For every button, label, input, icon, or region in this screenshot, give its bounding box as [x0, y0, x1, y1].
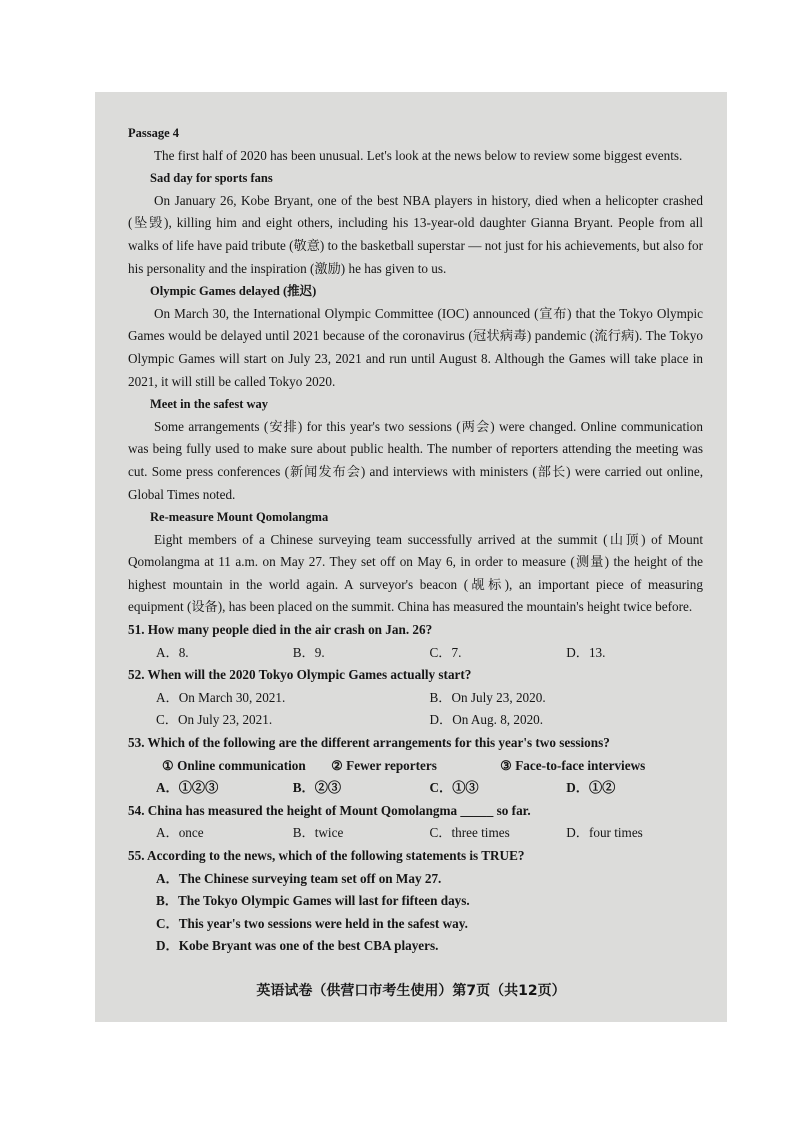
question-53-items	[128, 755, 703, 778]
passage-title: Passage 4	[128, 126, 180, 140]
section-body-qomolangma: Eight members of a Chinese surveying team successfully arrived at the summit (山顶) of Mount Qomolangma at 11 a.m. on May 27. They set off on May 6, in order to measure (测量) the height of the highest mountain in the world again. A surveyor's beacon (觇标), an important piece of measuring equipment (设备), has been placed on the summit. China has measured the mountain's height twice before.	[128, 531, 703, 615]
q51-option-c[interactable]: C．7.	[429, 644, 462, 660]
q51-option-d[interactable]: D．13.	[566, 644, 606, 660]
q53-item-3: ③ Face-to-face interviews	[500, 757, 646, 773]
page-footer: 英语试卷（供营口市考生使用）第7页（共12页）	[256, 983, 566, 999]
question-52-options	[128, 687, 703, 732]
question-55-options	[128, 868, 703, 958]
question-53: 53. Which of the following are the different arrangements for this year's two sessions?	[128, 735, 610, 751]
question-54-options	[128, 822, 703, 845]
section-body-olympics: On March 30, the International Olympic Committee (IOC) announced (宣布) that the Tokyo Olympic Games would be delayed until 2021 because of the coronavirus (冠状病毒) pandemic (流行病). The Tokyo Olympic Games will start on July 23, 2021 and run until August 8. Although the Games will take place in 2021, it will still be called Tokyo 2020.	[128, 305, 703, 389]
section-heading-sports: Sad day for sports fans	[150, 171, 273, 186]
q53-option-c[interactable]: C．①③	[429, 780, 479, 796]
q53-item-2: ② Fewer reporters	[331, 757, 437, 773]
section-heading-sessions: Meet in the safest way	[150, 397, 269, 412]
question-53-options	[128, 777, 703, 800]
q54-option-a[interactable]: A．once	[156, 825, 204, 841]
q54-option-c[interactable]: C．three times	[429, 825, 510, 841]
q54-option-b[interactable]: B．twice	[292, 825, 344, 841]
question-52: 52. When will the 2020 Tokyo Olympic Games actually start?	[128, 667, 472, 683]
question-54: 54. China has measured the height of Mount Qomolangma _____ so far.	[128, 802, 531, 818]
q55-option-a[interactable]: A．The Chinese surveying team set off on May 27.	[156, 870, 442, 886]
question-51-options	[128, 642, 703, 665]
exam-content	[128, 122, 703, 958]
section-body-sports: On January 26, Kobe Bryant, one of the best NBA players in history, died when a helicopter crashed (坠毁), killing him and eight others, including his 13-year-old daughter Gianna Bryant. People from all walks of life have paid tribute (敬意) to the basketball superstar — not just for his achievements, but also for his personality and the inspiration (激励) he has given to us.	[128, 192, 703, 276]
section-heading-qomolangma: Re-measure Mount Qomolangma	[150, 510, 329, 525]
q53-option-a[interactable]: A．①②③	[156, 780, 219, 796]
q52-option-b[interactable]: B．On July 23, 2020.	[429, 689, 546, 705]
q55-option-b[interactable]: B．The Tokyo Olympic Games will last for fifteen days.	[156, 893, 470, 909]
q54-option-d[interactable]: D．four times	[566, 825, 643, 841]
q52-option-a[interactable]: A．On March 30, 2021.	[156, 689, 286, 705]
question-51: 51. How many people died in the air crash on Jan. 26?	[128, 622, 433, 638]
passage-intro: The first half of 2020 has been unusual. Let's look at the news below to review some biggest events.	[154, 147, 683, 163]
q55-option-c[interactable]: C．This year's two sessions were held in the safest way.	[156, 915, 468, 931]
q53-option-b[interactable]: B．②③	[292, 780, 342, 796]
q53-option-d[interactable]: D．①②	[566, 780, 616, 796]
q55-option-d[interactable]: D．Kobe Bryant was one of the best CBA players.	[156, 938, 439, 954]
q51-option-a[interactable]: A．8.	[156, 644, 189, 660]
q52-option-d[interactable]: D．On Aug. 8, 2020.	[429, 712, 544, 728]
q51-option-b[interactable]: B．9.	[292, 644, 325, 660]
question-55: 55. According to the news, which of the following statements is TRUE?	[128, 848, 525, 863]
q52-option-c[interactable]: C．On July 23, 2021.	[156, 712, 273, 728]
section-body-sessions: Some arrangements (安排) for this year's two sessions (两会) were changed. Online communication was being fully used to make sure about public health. The number of reporters attending the meeting was cut. Some press conferences (新闻发布会) and interviews with ministers (部长) were carried out online, Global Times noted.	[128, 418, 703, 502]
section-heading-olympics: Olympic Games delayed (推迟)	[150, 284, 317, 299]
q53-item-1: ① Online communication	[162, 757, 306, 773]
exam-page	[95, 92, 727, 1022]
